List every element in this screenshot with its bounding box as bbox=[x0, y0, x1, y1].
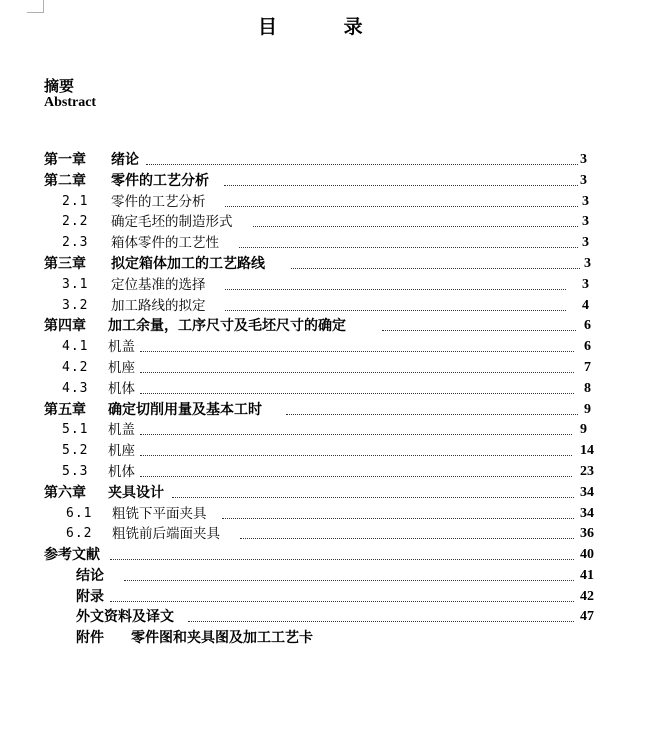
toc-entry-title: 机座 bbox=[108, 360, 135, 376]
toc-entry-page: 14 bbox=[580, 443, 594, 458]
toc-entry-title: 零件的工艺分析 bbox=[111, 194, 206, 210]
toc-entry-title: 零件的工艺分析 bbox=[111, 173, 209, 189]
toc-dot-leader bbox=[239, 247, 578, 248]
toc-entry-number: 5.3 bbox=[62, 464, 89, 479]
toc-entry[interactable] bbox=[0, 212, 669, 232]
toc-entry-page: 3 bbox=[580, 173, 587, 188]
toc-dot-leader bbox=[110, 601, 574, 602]
toc-dot-leader bbox=[140, 434, 572, 435]
toc-entry-title: 拟定箱体加工的工艺路线 bbox=[111, 256, 265, 272]
toc-entry[interactable] bbox=[0, 504, 669, 524]
toc-entry-number: 4.1 bbox=[62, 339, 89, 354]
toc-dot-leader bbox=[188, 621, 574, 622]
page-title: 目 录 bbox=[258, 16, 393, 38]
toc-entry-page: 7 bbox=[584, 360, 591, 375]
toc-entry[interactable] bbox=[0, 441, 669, 461]
toc-entry[interactable] bbox=[0, 587, 669, 607]
toc-entry[interactable] bbox=[0, 358, 669, 378]
toc-dot-leader bbox=[286, 414, 578, 415]
toc-entry-title: 绪论 bbox=[111, 152, 139, 168]
toc-dot-leader bbox=[140, 372, 574, 373]
toc-entry-title: 机盖 bbox=[108, 422, 135, 438]
toc-dot-leader bbox=[222, 518, 574, 519]
toc-entry[interactable] bbox=[0, 171, 669, 191]
toc-entry-title: 参考文献 bbox=[44, 547, 100, 563]
toc-dot-leader bbox=[240, 538, 574, 539]
toc-entry[interactable] bbox=[0, 545, 669, 565]
toc-dot-leader bbox=[253, 226, 578, 227]
toc-entry-title: 机座 bbox=[108, 443, 135, 459]
toc-entry-title: 确定毛坯的制造形式 bbox=[111, 214, 233, 230]
toc-entry[interactable] bbox=[0, 524, 669, 544]
toc-entry-title: 粗铣前后端面夹具 bbox=[112, 526, 220, 542]
toc-entry[interactable] bbox=[0, 483, 669, 503]
toc-dot-leader bbox=[172, 497, 574, 498]
toc-entry-page: 3 bbox=[584, 256, 591, 271]
toc-entry-page: 34 bbox=[580, 506, 594, 521]
toc-entry-number: 2.1 bbox=[62, 194, 89, 209]
toc-entry-page: 4 bbox=[582, 298, 589, 313]
toc-dot-leader bbox=[140, 351, 574, 352]
toc-entry-title: 机体 bbox=[108, 464, 135, 480]
toc-entry-title: 加工余量，工序尺寸及毛坯尺寸的确定 bbox=[108, 318, 346, 334]
toc-entry-number: 3.1 bbox=[62, 277, 89, 292]
toc-entry-page: 6 bbox=[584, 318, 591, 333]
toc-entry-page: 3 bbox=[582, 214, 589, 229]
toc-entry-number: 4.2 bbox=[62, 360, 89, 375]
toc-entry-number: 5.1 bbox=[62, 422, 89, 437]
toc-entry-page: 6 bbox=[584, 339, 591, 354]
toc-entry-number: 3.2 bbox=[62, 298, 89, 313]
abstract-en-heading: Abstract bbox=[44, 95, 97, 110]
toc-entry-title: 夹具设计 bbox=[108, 485, 164, 501]
toc-entry[interactable] bbox=[0, 150, 669, 170]
toc-entry-page: 42 bbox=[580, 589, 594, 604]
toc-entry-page: 40 bbox=[580, 547, 594, 562]
toc-entry[interactable] bbox=[0, 337, 669, 357]
toc-entry-number: 4.3 bbox=[62, 381, 89, 396]
toc-entry-title: 粗铣下平面夹具 bbox=[112, 506, 207, 522]
toc-entry-number: 第五章 bbox=[44, 402, 86, 418]
toc-dot-leader bbox=[225, 206, 578, 207]
toc-entry-number: 第二章 bbox=[44, 173, 86, 189]
toc-dot-leader bbox=[140, 455, 572, 456]
toc-entry-page: 9 bbox=[580, 422, 587, 437]
toc-entry[interactable] bbox=[0, 296, 669, 316]
toc-entry-page: 47 bbox=[580, 609, 594, 624]
toc-entry[interactable] bbox=[0, 628, 669, 648]
toc-entry-number: 第三章 bbox=[44, 256, 86, 272]
toc-entry-number: 第六章 bbox=[44, 485, 86, 501]
toc-entry-page: 8 bbox=[584, 381, 591, 396]
toc-dot-leader bbox=[110, 559, 574, 560]
toc-entry-title: 附录 bbox=[76, 589, 104, 605]
toc-entry[interactable] bbox=[0, 275, 669, 295]
toc-entry-page: 41 bbox=[580, 568, 594, 583]
toc-entry[interactable] bbox=[0, 254, 669, 274]
toc-entry-title: 加工路线的拟定 bbox=[111, 298, 206, 314]
toc-entry-title: 确定切削用量及基本工时 bbox=[108, 402, 262, 418]
toc-entry-page: 3 bbox=[582, 235, 589, 250]
abstract-cn-heading: 摘要 bbox=[44, 77, 75, 95]
toc-dot-leader bbox=[146, 164, 578, 165]
toc-entry[interactable] bbox=[0, 462, 669, 482]
toc-entry-title: 定位基准的选择 bbox=[111, 277, 206, 293]
toc-dot-leader bbox=[140, 393, 574, 394]
toc-entry-number: 2.2 bbox=[62, 214, 89, 229]
toc-entry-title: 结论 bbox=[76, 568, 104, 584]
toc-entry-title: 箱体零件的工艺性 bbox=[111, 235, 219, 251]
toc-entry-number: 附件 bbox=[76, 630, 104, 646]
toc-dot-leader bbox=[124, 580, 574, 581]
toc-entry[interactable] bbox=[0, 607, 669, 627]
toc-entry-title: 机体 bbox=[108, 381, 135, 397]
toc-entry-page: 9 bbox=[584, 402, 591, 417]
toc-entry[interactable] bbox=[0, 233, 669, 253]
toc-entry-title: 零件图和夹具图及加工工艺卡 bbox=[131, 630, 313, 646]
toc-entry-page: 3 bbox=[582, 194, 589, 209]
toc-dot-leader bbox=[225, 289, 566, 290]
toc-entry-page: 23 bbox=[580, 464, 594, 479]
toc-entry-title: 机盖 bbox=[108, 339, 135, 355]
toc-entry[interactable] bbox=[0, 420, 669, 440]
toc-entry-title: 外文资料及译文 bbox=[76, 609, 174, 625]
toc-entry-page: 3 bbox=[580, 152, 587, 167]
toc-dot-leader bbox=[382, 330, 576, 331]
toc-entry[interactable] bbox=[0, 400, 669, 420]
toc-entry-number: 第一章 bbox=[44, 152, 86, 168]
toc-entry[interactable] bbox=[0, 316, 669, 336]
toc-entry-number: 第四章 bbox=[44, 318, 86, 334]
toc-entry[interactable] bbox=[0, 192, 669, 212]
toc-entry[interactable] bbox=[0, 566, 669, 586]
toc-entry-number: 6.1 bbox=[66, 506, 93, 521]
toc-dot-leader bbox=[225, 310, 566, 311]
toc-entry-page: 36 bbox=[580, 526, 594, 541]
toc-entry-number: 5.2 bbox=[62, 443, 89, 458]
toc-dot-leader bbox=[224, 185, 578, 186]
toc-entry-page: 34 bbox=[580, 485, 594, 500]
toc-entry-number: 2.3 bbox=[62, 235, 89, 250]
toc-dot-leader bbox=[291, 268, 580, 269]
toc-entry[interactable] bbox=[0, 379, 669, 399]
toc-entry-number: 6.2 bbox=[66, 526, 93, 541]
toc-dot-leader bbox=[140, 476, 572, 477]
toc-entry-page: 3 bbox=[582, 277, 589, 292]
